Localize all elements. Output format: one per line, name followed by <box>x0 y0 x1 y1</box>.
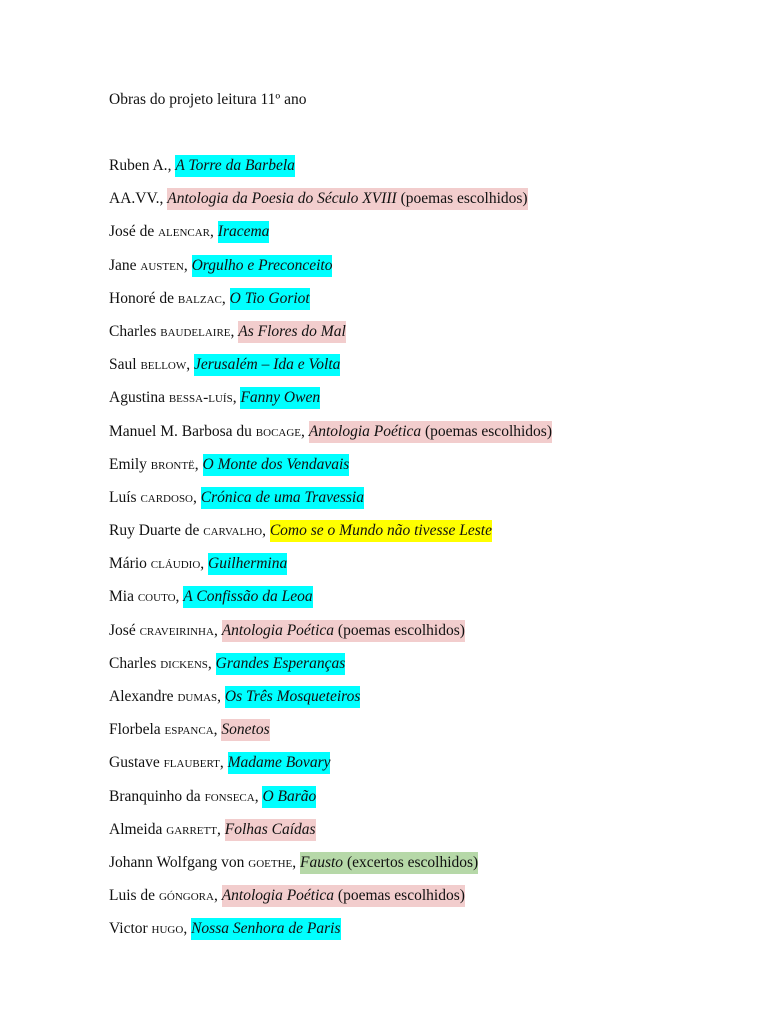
page-title: Obras do projeto leitura 11º ano <box>109 91 307 108</box>
separator: , <box>219 754 228 772</box>
work-title: O Monte dos Vendavais <box>202 455 350 473</box>
work-highlight <box>262 786 316 808</box>
list-item <box>109 420 749 453</box>
author-prefix: Ruy Duarte de <box>109 522 204 540</box>
separator: , <box>292 853 300 871</box>
author-prefix: Honoré de <box>109 289 178 307</box>
author-prefix: José <box>109 621 140 639</box>
work-highlight <box>221 719 269 741</box>
author-prefix: Florbela <box>109 721 165 739</box>
author-name <box>109 190 160 207</box>
author-prefix: Branquinho da <box>109 787 205 805</box>
author-surname: alencar <box>158 223 211 241</box>
list-item <box>109 917 749 950</box>
separator: , <box>167 157 176 174</box>
work-title: Antologia Poética <box>308 422 422 440</box>
author-surname: carvalho <box>203 522 263 540</box>
work-title: Jerusalém – Ida e Volta <box>194 356 341 374</box>
list-item <box>109 220 749 253</box>
author-surname: balzac <box>177 289 222 307</box>
author-surname: bessa-luís <box>168 389 233 407</box>
list-item <box>109 818 749 851</box>
separator: , <box>232 389 241 407</box>
list-item <box>109 353 749 386</box>
separator: , <box>207 654 216 672</box>
work-title: Antologia da Poesia do Século XVIII <box>167 190 397 208</box>
author-surname: dumas <box>177 688 218 705</box>
work-title: Antologia Poética <box>221 887 335 905</box>
author-surname: baudelaire <box>160 322 231 340</box>
author-name <box>109 887 214 904</box>
work-highlight <box>191 918 340 940</box>
work-title: A Torre da Barbela <box>175 157 295 174</box>
work-highlight <box>192 255 333 277</box>
separator: , <box>262 522 270 540</box>
work-highlight <box>300 852 478 874</box>
work-title: Como se o Mundo não tivesse Leste <box>269 522 492 540</box>
separator: , <box>213 887 222 905</box>
author-prefix: José de <box>109 223 159 241</box>
author-prefix: AA.VV. <box>109 190 160 208</box>
author-name <box>109 920 183 937</box>
work-highlight <box>218 221 270 243</box>
work-highlight <box>167 188 527 210</box>
author-surname: craveirinha <box>139 621 214 639</box>
work-title: Grandes Esperanças <box>215 654 346 672</box>
separator: , <box>194 455 203 473</box>
author-surname: góngora <box>158 887 214 905</box>
author-name <box>109 356 186 373</box>
work-note: (poemas escolhidos) <box>421 422 552 440</box>
list-item <box>109 320 749 353</box>
work-note: (poemas escolhidos) <box>334 621 465 639</box>
author-surname: cláudio <box>150 555 201 573</box>
author-name <box>109 290 222 307</box>
list-item <box>109 154 749 187</box>
work-title: Crónica de uma Travessia <box>200 488 364 506</box>
list-item <box>109 851 749 884</box>
work-title: Orgulho e Preconceito <box>191 256 333 274</box>
list-item <box>109 187 749 220</box>
work-title: Sonetos <box>221 721 270 739</box>
author-name <box>109 821 217 838</box>
work-title: Nossa Senhora de Paris <box>191 920 341 938</box>
work-title: O Barão <box>262 787 317 805</box>
list-item <box>109 552 749 585</box>
author-prefix: Emily <box>109 455 151 473</box>
author-name <box>109 389 233 406</box>
work-title: Os Três Mosqueteiros <box>224 688 361 705</box>
author-prefix: Alexandre <box>109 688 178 705</box>
separator: , <box>213 621 222 639</box>
list-item <box>109 585 749 618</box>
separator: , <box>254 787 263 805</box>
separator: , <box>186 356 195 374</box>
separator: , <box>217 688 225 705</box>
author-prefix: Gustave <box>109 754 164 772</box>
list-item <box>109 453 749 486</box>
work-highlight <box>222 620 465 642</box>
work-title: Fanny Owen <box>240 389 321 407</box>
list-item <box>109 287 749 320</box>
list-item <box>109 884 749 917</box>
author-surname: garrett <box>166 820 217 838</box>
separator: , <box>159 190 168 208</box>
list-item <box>109 254 749 287</box>
work-highlight <box>240 387 320 409</box>
author-prefix: Jane <box>109 256 141 274</box>
list-item <box>109 718 749 751</box>
separator: , <box>213 721 222 739</box>
author-name <box>109 157 168 174</box>
author-prefix: Charles <box>109 654 161 672</box>
work-title: Iracema <box>217 223 270 241</box>
list-item <box>109 486 749 519</box>
work-highlight <box>203 454 350 476</box>
separator: , <box>183 920 192 938</box>
reading-list <box>109 154 749 951</box>
work-title: Folhas Caídas <box>224 820 316 838</box>
list-item <box>109 652 749 685</box>
work-title: As Flores do Mal <box>238 322 346 340</box>
author-prefix: Mia <box>109 588 138 606</box>
author-name <box>109 522 262 539</box>
list-item <box>109 785 749 818</box>
separator: , <box>230 322 239 340</box>
author-name <box>109 223 210 240</box>
author-surname: bellow <box>140 356 187 374</box>
work-highlight <box>208 553 287 575</box>
work-highlight <box>216 653 346 675</box>
separator: , <box>216 820 225 838</box>
author-name <box>109 622 214 639</box>
author-surname: dickens <box>160 654 208 672</box>
list-item <box>109 386 749 419</box>
author-surname: espanca <box>164 721 214 739</box>
work-highlight <box>225 686 361 708</box>
author-prefix: Charles <box>109 322 161 340</box>
list-item <box>109 619 749 652</box>
list-item <box>109 751 749 784</box>
author-surname: austen <box>140 256 184 274</box>
work-title: O Tio Goriot <box>229 289 310 307</box>
separator: , <box>175 588 184 606</box>
author-surname: hugo <box>151 920 184 938</box>
work-title: A Confissão da Leoa <box>183 588 313 606</box>
author-surname: brontë <box>150 455 195 473</box>
separator: , <box>183 256 192 274</box>
author-name <box>109 754 220 771</box>
author-prefix: Luís <box>109 488 141 506</box>
work-highlight <box>222 885 465 907</box>
separator: , <box>193 488 201 506</box>
author-name <box>109 456 195 473</box>
work-title: Antologia Poética <box>221 621 335 639</box>
work-highlight <box>225 819 316 841</box>
author-prefix: Saul <box>109 356 141 374</box>
author-name <box>109 257 184 274</box>
author-prefix: Manuel M. Barbosa du <box>109 422 256 440</box>
author-name <box>109 588 176 605</box>
work-highlight <box>183 586 312 608</box>
author-prefix: Agustina <box>109 389 169 407</box>
work-title: Guilhermina <box>208 555 288 573</box>
work-highlight <box>228 752 331 774</box>
author-surname: bocage <box>255 422 302 440</box>
author-prefix: Victor <box>109 920 152 938</box>
author-name <box>109 489 193 506</box>
work-highlight <box>238 321 346 343</box>
work-title: Fausto <box>300 853 344 871</box>
separator: , <box>210 223 218 241</box>
work-title: Madame Bovary <box>227 754 331 772</box>
author-name <box>109 323 231 340</box>
author-prefix: Mário <box>109 555 151 573</box>
author-surname: cardoso <box>140 488 194 506</box>
author-surname: fonseca <box>204 787 255 805</box>
author-name <box>109 423 301 440</box>
author-name <box>109 721 214 738</box>
work-highlight <box>194 354 340 376</box>
author-surname: flaubert <box>163 754 220 772</box>
work-note: (excertos escolhidos) <box>343 853 479 871</box>
separator: , <box>200 555 209 573</box>
separator: , <box>301 422 309 440</box>
author-surname: couto <box>137 588 176 606</box>
author-name <box>109 854 292 871</box>
author-name <box>109 688 217 705</box>
list-item <box>109 685 749 718</box>
work-highlight <box>230 288 310 310</box>
work-note: (poemas escolhidos) <box>334 887 465 905</box>
separator: , <box>221 289 230 307</box>
author-prefix: Ruben A. <box>109 157 168 174</box>
work-highlight <box>201 487 364 509</box>
work-note: (poemas escolhidos) <box>396 190 528 208</box>
work-highlight <box>175 155 295 177</box>
author-name <box>109 655 208 672</box>
list-item <box>109 519 749 552</box>
author-name <box>109 788 255 805</box>
work-highlight <box>309 421 552 443</box>
author-surname: goethe <box>248 853 293 871</box>
author-prefix: Almeida <box>109 820 167 838</box>
author-name <box>109 555 200 572</box>
author-prefix: Luis de <box>109 887 159 905</box>
author-prefix: Johann Wolfgang von <box>109 853 249 871</box>
work-highlight <box>270 520 492 542</box>
